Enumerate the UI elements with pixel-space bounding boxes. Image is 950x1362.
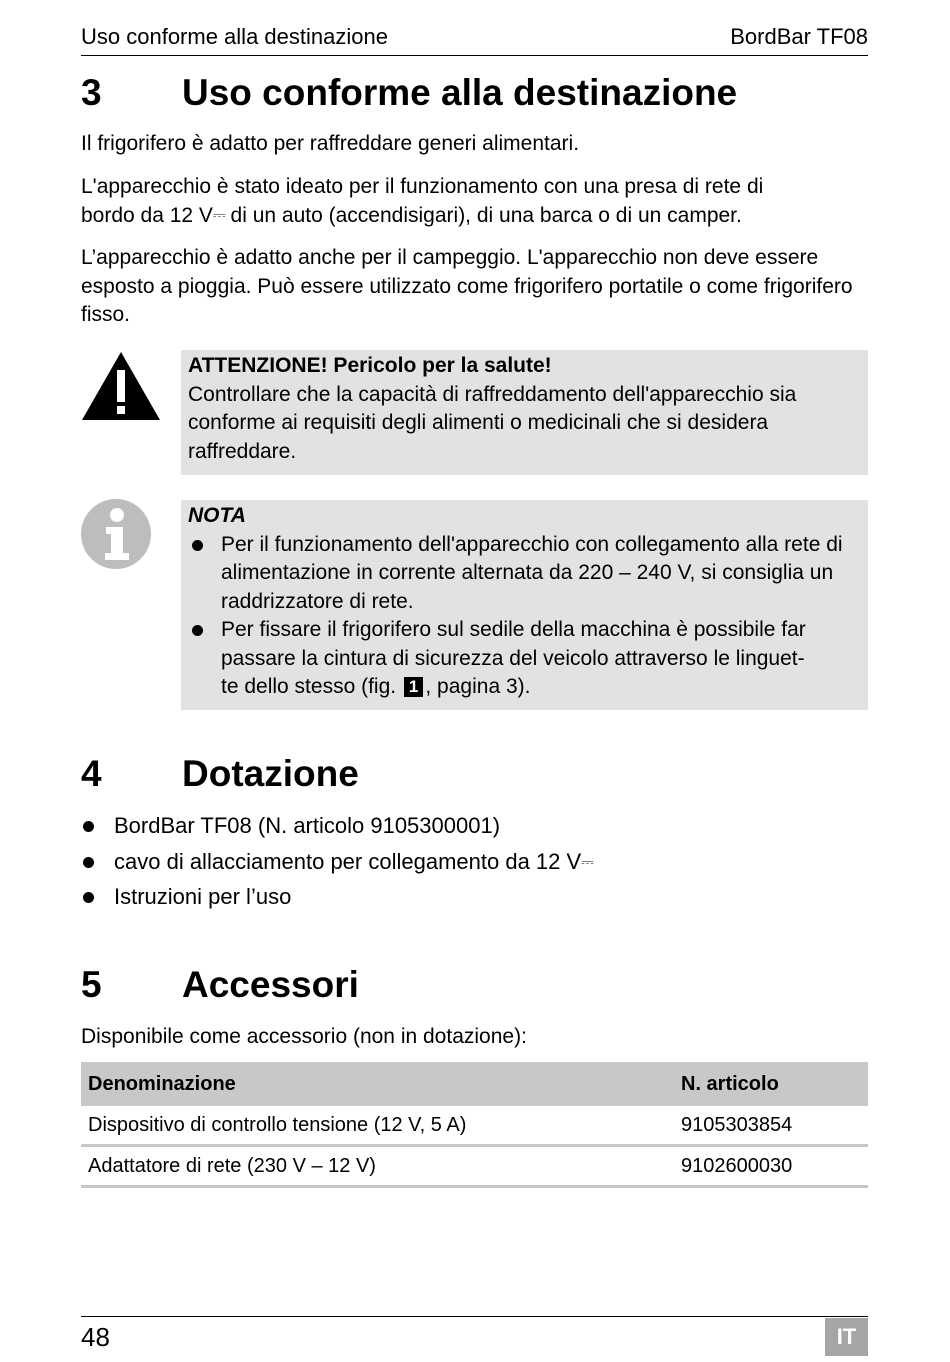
note-title: NOTA <box>188 504 246 527</box>
table-cell: Adattatore di rete (230 V – 12 V) <box>81 1146 674 1187</box>
footer-rule <box>81 1316 868 1317</box>
paragraph <box>81 173 871 230</box>
list-item <box>81 848 871 884</box>
dc-symbol: ⎓ <box>212 206 225 224</box>
running-header-section: Uso conforme alla destinazione <box>81 24 388 49</box>
text: di un auto (accendisigari), di una barca o di un camper. <box>224 203 742 227</box>
note-box <box>181 500 868 710</box>
figure-reference-badge: 1 <box>404 677 423 697</box>
info-circle-icon <box>80 498 152 570</box>
paragraph: Disponibile come accessorio (non in dotazione): <box>81 1025 527 1048</box>
text: bordo da 12 V <box>81 203 213 227</box>
equipment-list <box>81 812 871 919</box>
text: , pagina 3). <box>425 675 531 698</box>
section-number: 5 <box>81 964 102 1005</box>
warning-text: Controllare che la capacità di raffreddamento dell'apparecchio sia conforme ai requisiti degli alimenti o medicinali che si desidera raffreddare. <box>188 382 797 463</box>
language-badge: IT <box>825 1318 868 1356</box>
paragraph: L’apparecchio è adatto anche per il campeggio. L'apparecchio non deve essere esposto a pioggia. Può essere utilizzato come frigorifero portatile o come frigorifero fisso. <box>81 246 853 326</box>
paragraph: Il frigorifero è adatto per raffreddare generi alimentari. <box>81 132 580 155</box>
column-header: N. articolo <box>674 1062 868 1106</box>
table-row <box>81 1106 868 1146</box>
paragraph-line: L'apparecchio è stato ideato per il funzionamento con una presa di rete di <box>81 175 764 198</box>
table-row <box>81 1146 868 1187</box>
table-cell: 9105303854 <box>674 1106 868 1146</box>
list-item-text: BordBar TF08 (N. articolo 9105300001) <box>114 813 501 838</box>
list-item <box>81 883 871 919</box>
header-rule <box>81 55 868 56</box>
section-5-heading <box>81 964 871 1008</box>
bullet-icon <box>83 821 94 832</box>
paragraph-line <box>81 202 871 231</box>
page-number: 48 <box>81 1322 110 1352</box>
column-header: Denominazione <box>81 1062 674 1106</box>
list-item-text: Per il funzionamento dell'apparecchio con collegamento alla rete di alimentazione in corrente alternata da 220 – 240 V, si consiglia un raddrizzatore di rete. <box>221 532 843 613</box>
list-item-text: cavo di allacciamento per collegamento da 12 V <box>114 848 582 874</box>
section-3-heading <box>81 72 871 116</box>
list-item-line <box>221 673 860 702</box>
dc-symbol: ⎓ <box>581 853 593 871</box>
list-item <box>188 616 860 702</box>
table-cell: Dispositivo di controllo tensione (12 V, 5 A) <box>81 1106 674 1146</box>
warning-triangle-icon <box>80 350 162 422</box>
bullet-icon <box>83 892 94 903</box>
section-title: Dotazione <box>182 753 359 794</box>
table-cell: 9102600030 <box>674 1146 868 1187</box>
section-title: Accessori <box>182 964 359 1005</box>
section-number: 3 <box>81 72 102 113</box>
section-4-heading <box>81 753 871 797</box>
warning-box <box>181 350 868 475</box>
section-title: Uso conforme alla destinazione <box>182 72 738 113</box>
list-item <box>188 531 860 617</box>
bullet-icon <box>192 625 203 636</box>
list-item-text: Istruzioni per l’uso <box>114 884 292 909</box>
table-header-row <box>81 1062 868 1106</box>
accessories-table <box>81 1062 868 1188</box>
warning-title: ATTENZIONE! Pericolo per la salute! <box>188 354 552 377</box>
list-item-line: passare la cintura di sicurezza del veicolo attraverso le linguet- <box>221 646 805 670</box>
running-header-product: BordBar TF08 <box>730 24 868 49</box>
list-item <box>81 812 871 848</box>
list-item-line: Per fissare il frigorifero sul sedile della macchina è possibile far <box>221 618 806 641</box>
section-number: 4 <box>81 753 102 794</box>
bullet-icon <box>192 540 203 551</box>
text: te dello stesso (fig. <box>221 675 402 698</box>
bullet-icon <box>83 857 94 868</box>
